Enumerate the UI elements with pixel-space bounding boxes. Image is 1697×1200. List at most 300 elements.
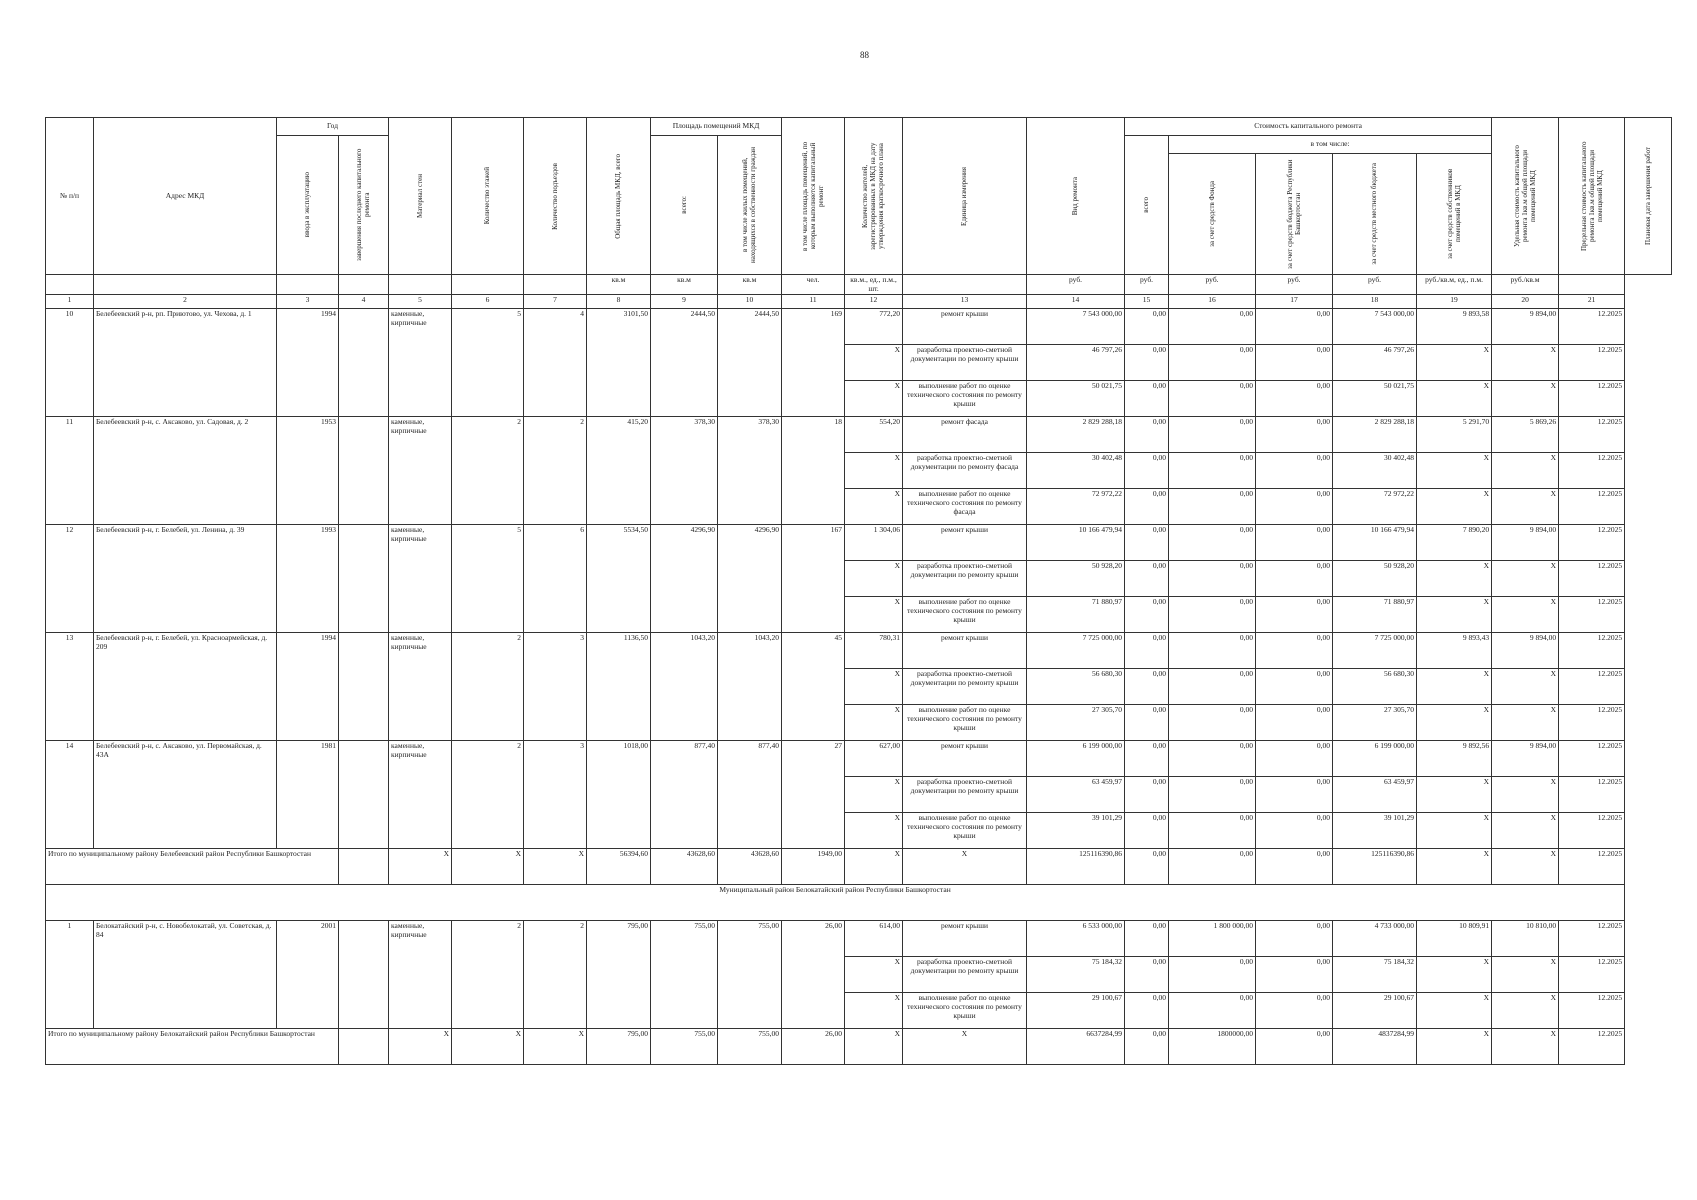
cost-republic: 0,00 (1169, 489, 1256, 525)
planned-date: 12.2025 (1559, 633, 1625, 669)
work-quantity: X (845, 813, 903, 849)
unit-cell: руб./кв.м (1492, 275, 1559, 295)
wall-material: каменные, кирпичные (389, 921, 452, 1029)
unit-cell (452, 275, 524, 295)
table-row (46, 525, 1672, 561)
year-last-repair (339, 921, 389, 1029)
cost-owners: 75 184,32 (1333, 957, 1417, 993)
cost-fund: 0,00 (1125, 705, 1169, 741)
limit-cost: X (1492, 813, 1559, 849)
total-quantity: X (845, 849, 903, 885)
floors: 2 (452, 417, 524, 525)
entrances: 2 (524, 417, 587, 525)
total-year-last (339, 849, 389, 885)
total-repair-area: 755,00 (718, 1029, 782, 1065)
entrances: 2 (524, 921, 587, 1029)
cost-republic: 0,00 (1169, 381, 1256, 417)
unit-cost: 7 890,20 (1417, 525, 1492, 561)
hdr-num: № п/п (46, 118, 94, 275)
repair-area: 755,00 (718, 921, 782, 1029)
limit-cost: X (1492, 669, 1559, 705)
unit-cell: кв.м., ед., п.м., шт. (845, 275, 903, 295)
cost-fund: 0,00 (1125, 957, 1169, 993)
cost-owners: 50 928,20 (1333, 561, 1417, 597)
column-number-cell: 16 (1169, 295, 1256, 309)
cost-owners: 30 402,48 (1333, 453, 1417, 489)
hdr-area-residential: в том числе жилых помещений, находящихся в собственности граждан (741, 147, 758, 263)
cost-republic: 0,00 (1169, 705, 1256, 741)
year-last-repair (339, 417, 389, 525)
unit-cost: X (1417, 453, 1492, 489)
total-area: 1018,00 (587, 741, 651, 849)
cost-fund: 0,00 (1125, 561, 1169, 597)
work-type: выполнение работ по оценке технического состояния по ремонту фасада (903, 489, 1027, 525)
section-row (46, 885, 1672, 921)
cost-republic: 0,00 (1169, 597, 1256, 633)
unit-cell: кв.м (587, 275, 651, 295)
cost-total: 63 459,97 (1027, 777, 1125, 813)
total-owners: 125116390,86 (1333, 849, 1417, 885)
limit-cost: 9 894,00 (1492, 309, 1559, 345)
total-label: Итого по муниципальному району Белокатайский район Республики Башкортостан (46, 1029, 339, 1065)
total-limit: X (1492, 1029, 1559, 1065)
page-number: 88 (860, 50, 869, 60)
cost-local: 0,00 (1256, 633, 1333, 669)
unit-cell (1559, 275, 1625, 295)
limit-cost: 9 894,00 (1492, 741, 1559, 777)
unit-cell (903, 275, 1027, 295)
cost-owners: 39 101,29 (1333, 813, 1417, 849)
work-type: ремонт крыши (903, 525, 1027, 561)
total-fund: 0,00 (1125, 849, 1169, 885)
total-entrances: X (524, 849, 587, 885)
cost-owners: 10 166 479,94 (1333, 525, 1417, 561)
cost-fund: 0,00 (1125, 921, 1169, 957)
cost-local: 0,00 (1256, 453, 1333, 489)
total-local: 0,00 (1256, 1029, 1333, 1065)
limit-cost: X (1492, 597, 1559, 633)
wall-material: каменные, кирпичные (389, 633, 452, 741)
unit-cost: X (1417, 381, 1492, 417)
column-number-cell: 4 (339, 295, 389, 309)
unit-cell (389, 275, 452, 295)
planned-date: 12.2025 (1559, 561, 1625, 597)
total-premises-area: 43628,60 (651, 849, 718, 885)
table-body (46, 309, 1672, 1065)
limit-cost: 10 810,00 (1492, 921, 1559, 957)
hdr-area-repair: в том числе площадь помещений, по которым выполняется капитальный ремонт (800, 141, 826, 251)
work-quantity: X (845, 453, 903, 489)
total-row (46, 849, 1672, 885)
house-address: Белебеевский р-н, с. Аксаково, ул. Первомайская, д. 43А (94, 741, 277, 849)
house-number: 10 (46, 309, 94, 417)
total-republic: 0,00 (1169, 849, 1256, 885)
unit-cost: X (1417, 489, 1492, 525)
unit-cell: руб. (1125, 275, 1169, 295)
unit-cost: X (1417, 345, 1492, 381)
floors: 2 (452, 633, 524, 741)
total-cost: 6637284,99 (1027, 1029, 1125, 1065)
total-residents: 26,00 (782, 1029, 845, 1065)
wall-material: каменные, кирпичные (389, 309, 452, 417)
total-area: 1136,50 (587, 633, 651, 741)
planned-date: 12.2025 (1559, 417, 1625, 453)
column-number-cell: 19 (1417, 295, 1492, 309)
premises-area: 755,00 (651, 921, 718, 1029)
work-quantity: X (845, 345, 903, 381)
limit-cost: X (1492, 561, 1559, 597)
hdr-cost-fund: за счет средств Фонда (1207, 181, 1216, 247)
cost-owners: 29 100,67 (1333, 993, 1417, 1029)
unit-cell: руб. (1333, 275, 1417, 295)
limit-cost: 5 869,26 (1492, 417, 1559, 453)
unit-cell: руб./кв.м, ед., п.м. (1417, 275, 1492, 295)
limit-cost: X (1492, 957, 1559, 993)
cost-owners: 2 829 288,18 (1333, 417, 1417, 453)
hdr-work-type: Вид ремонта (1071, 176, 1080, 216)
year-commission: 1953 (277, 417, 339, 525)
work-quantity: X (845, 561, 903, 597)
total-floors: X (452, 1029, 524, 1065)
cost-local: 0,00 (1256, 345, 1333, 381)
floors: 5 (452, 309, 524, 417)
cost-owners: 56 680,30 (1333, 669, 1417, 705)
premises-area: 4296,90 (651, 525, 718, 633)
total-year-last (339, 1029, 389, 1065)
cost-owners: 27 305,70 (1333, 705, 1417, 741)
planned-date: 12.2025 (1559, 777, 1625, 813)
table-row (46, 633, 1672, 669)
cost-republic: 0,00 (1169, 633, 1256, 669)
cost-local: 0,00 (1256, 813, 1333, 849)
work-quantity: 627,00 (845, 741, 903, 777)
work-quantity: X (845, 381, 903, 417)
work-quantity: 554,20 (845, 417, 903, 453)
total-area: 415,20 (587, 417, 651, 525)
work-type: выполнение работ по оценке технического состояния по ремонту крыши (903, 993, 1027, 1029)
repair-area: 1043,20 (718, 633, 782, 741)
planned-date: 12.2025 (1559, 597, 1625, 633)
residents: 26,00 (782, 921, 845, 1029)
cost-local: 0,00 (1256, 561, 1333, 597)
column-number-cell: 3 (277, 295, 339, 309)
total-date: 12.2025 (1559, 1029, 1625, 1065)
total-label: Итого по муниципальному району Белебеевский район Республики Башкортостан (46, 849, 339, 885)
year-last-repair (339, 525, 389, 633)
unit-cost: X (1417, 705, 1492, 741)
planned-date: 12.2025 (1559, 921, 1625, 957)
cost-total: 10 166 479,94 (1027, 525, 1125, 561)
table-row (46, 921, 1672, 957)
cost-fund: 0,00 (1125, 345, 1169, 381)
work-type: ремонт крыши (903, 741, 1027, 777)
wall-material: каменные, кирпичные (389, 417, 452, 525)
table-row (46, 741, 1672, 777)
cost-fund: 0,00 (1125, 813, 1169, 849)
year-commission: 1994 (277, 309, 339, 417)
unit-cell (524, 275, 587, 295)
cost-fund: 0,00 (1125, 741, 1169, 777)
cost-local: 0,00 (1256, 669, 1333, 705)
planned-date: 12.2025 (1559, 813, 1625, 849)
cost-owners: 7 543 000,00 (1333, 309, 1417, 345)
house-address: Белебеевский р-н, г. Белебей, ул. Ленина, д. 39 (94, 525, 277, 633)
cost-fund: 0,00 (1125, 525, 1169, 561)
total-area: 56394,60 (587, 849, 651, 885)
work-quantity: X (845, 705, 903, 741)
total-floors: X (452, 849, 524, 885)
total-fund: 0,00 (1125, 1029, 1169, 1065)
cost-republic: 0,00 (1169, 777, 1256, 813)
column-number-cell: 18 (1333, 295, 1417, 309)
column-number-cell: 9 (651, 295, 718, 309)
repair-area: 4296,90 (718, 525, 782, 633)
entrances: 6 (524, 525, 587, 633)
cost-republic: 0,00 (1169, 813, 1256, 849)
total-area: 795,00 (587, 1029, 651, 1065)
hdr-year-last-repair: завершения последнего капитального ремонта (355, 148, 372, 262)
column-number-cell: 5 (389, 295, 452, 309)
planned-date: 12.2025 (1559, 669, 1625, 705)
unit-cell: кв.м (651, 275, 718, 295)
column-number-cell: 10 (718, 295, 782, 309)
cost-republic: 0,00 (1169, 345, 1256, 381)
cost-total: 71 880,97 (1027, 597, 1125, 633)
planned-date: 12.2025 (1559, 957, 1625, 993)
total-local: 0,00 (1256, 849, 1333, 885)
cost-fund: 0,00 (1125, 309, 1169, 345)
year-last-repair (339, 633, 389, 741)
work-quantity: X (845, 957, 903, 993)
unit-cost: X (1417, 957, 1492, 993)
house-number: 13 (46, 633, 94, 741)
limit-cost: X (1492, 453, 1559, 489)
unit-cost: 10 809,91 (1417, 921, 1492, 957)
hdr-entrances: Количество подъездов (550, 162, 559, 230)
unit-cost: 5 291,70 (1417, 417, 1492, 453)
cost-fund: 0,00 (1125, 777, 1169, 813)
column-number-cell: 14 (1027, 295, 1125, 309)
premises-area: 1043,20 (651, 633, 718, 741)
work-type: разработка проектно-сметной документации по ремонту крыши (903, 669, 1027, 705)
house-number: 1 (46, 921, 94, 1029)
residents: 27 (782, 741, 845, 849)
work-type: выполнение работ по оценке технического состояния по ремонту крыши (903, 813, 1027, 849)
wall-material: каменные, кирпичные (389, 525, 452, 633)
total-repair-area: 43628,60 (718, 849, 782, 885)
total-owners: 4837284,99 (1333, 1029, 1417, 1065)
cost-republic: 0,00 (1169, 741, 1256, 777)
cost-fund: 0,00 (1125, 381, 1169, 417)
cost-fund: 0,00 (1125, 489, 1169, 525)
cost-total: 46 797,26 (1027, 345, 1125, 381)
column-number-cell: 17 (1256, 295, 1333, 309)
units-row (46, 275, 1672, 295)
repair-area: 877,40 (718, 741, 782, 849)
limit-cost: X (1492, 381, 1559, 417)
cost-fund: 0,00 (1125, 417, 1169, 453)
cost-total: 50 928,20 (1027, 561, 1125, 597)
work-type: ремонт крыши (903, 921, 1027, 957)
unit-cell (46, 275, 94, 295)
cost-local: 0,00 (1256, 777, 1333, 813)
limit-cost: 9 894,00 (1492, 633, 1559, 669)
hdr-area-all: всего: (679, 196, 688, 214)
hdr-unit: Единица измерения (960, 166, 969, 226)
work-quantity: X (845, 777, 903, 813)
cost-total: 27 305,70 (1027, 705, 1125, 741)
cost-local: 0,00 (1256, 705, 1333, 741)
cost-owners: 7 725 000,00 (1333, 633, 1417, 669)
cost-local: 0,00 (1256, 489, 1333, 525)
hdr-premises-area: Площадь помещений МКД (651, 118, 782, 136)
unit-cell: руб. (1169, 275, 1256, 295)
unit-cost: X (1417, 813, 1492, 849)
work-type: разработка проектно-сметной документации по ремонту крыши (903, 345, 1027, 381)
hdr-cost-owners: за счет средств собственников помещений в МКД (1446, 168, 1463, 260)
cost-total: 29 100,67 (1027, 993, 1125, 1029)
year-last-repair (339, 309, 389, 417)
cost-local: 0,00 (1256, 417, 1333, 453)
floors: 2 (452, 741, 524, 849)
cost-total: 7 543 000,00 (1027, 309, 1125, 345)
limit-cost: X (1492, 777, 1559, 813)
cost-local: 0,00 (1256, 597, 1333, 633)
total-material: X (389, 1029, 452, 1065)
total-residents: 1949,00 (782, 849, 845, 885)
cost-total: 50 021,75 (1027, 381, 1125, 417)
repair-area: 2444,50 (718, 309, 782, 417)
unit-cell: чел. (782, 275, 845, 295)
house-number: 14 (46, 741, 94, 849)
premises-area: 877,40 (651, 741, 718, 849)
hdr-total-area: Общая площадь МКД, всего (614, 153, 623, 239)
unit-cost: X (1417, 777, 1492, 813)
unit-cell (94, 275, 277, 295)
planned-date: 12.2025 (1559, 525, 1625, 561)
cost-total: 7 725 000,00 (1027, 633, 1125, 669)
limit-cost: X (1492, 489, 1559, 525)
unit-cell (277, 275, 339, 295)
column-number-cell: 7 (524, 295, 587, 309)
total-limit: X (1492, 849, 1559, 885)
column-number-cell: 1 (46, 295, 94, 309)
hdr-cost-total: всего (1142, 197, 1151, 213)
work-type: разработка проектно-сметной документации по ремонту крыши (903, 957, 1027, 993)
hdr-floors: Количество этажей (483, 167, 492, 225)
planned-date: 12.2025 (1559, 309, 1625, 345)
house-address: Белокатайский р-н, с. Новобелокатай, ул. Советская, д. 84 (94, 921, 277, 1029)
column-number-cell: 20 (1492, 295, 1559, 309)
year-commission: 2001 (277, 921, 339, 1029)
work-quantity: X (845, 489, 903, 525)
total-entrances: X (524, 1029, 587, 1065)
cost-owners: 71 880,97 (1333, 597, 1417, 633)
cost-fund: 0,00 (1125, 669, 1169, 705)
limit-cost: X (1492, 993, 1559, 1029)
column-numbers-row (46, 295, 1672, 309)
unit-cost: X (1417, 993, 1492, 1029)
year-commission: 1981 (277, 741, 339, 849)
cost-total: 75 184,32 (1027, 957, 1125, 993)
work-type: ремонт крыши (903, 633, 1027, 669)
cost-local: 0,00 (1256, 957, 1333, 993)
total-cost: 125116390,86 (1027, 849, 1125, 885)
column-number-cell: 21 (1559, 295, 1625, 309)
cost-local: 0,00 (1256, 921, 1333, 957)
cost-republic: 0,00 (1169, 561, 1256, 597)
floors: 5 (452, 525, 524, 633)
unit-cost: X (1417, 561, 1492, 597)
total-area: 5534,50 (587, 525, 651, 633)
hdr-year: Год (277, 118, 389, 136)
hdr-cost-local: за счет средств местного бюджета (1370, 163, 1379, 265)
floors: 2 (452, 921, 524, 1029)
hdr-year-commission: ввода в эксплуатацию (303, 172, 312, 238)
work-quantity: X (845, 669, 903, 705)
cost-owners: 63 459,97 (1333, 777, 1417, 813)
limit-cost: X (1492, 705, 1559, 741)
wall-material: каменные, кирпичные (389, 741, 452, 849)
year-commission: 1994 (277, 633, 339, 741)
unit-cell: руб. (1027, 275, 1125, 295)
capital-repair-table (45, 117, 1672, 1065)
work-type: выполнение работ по оценке технического состояния по ремонту крыши (903, 705, 1027, 741)
unit-cell: руб. (1256, 275, 1333, 295)
column-number-cell: 2 (94, 295, 277, 309)
unit-cell (339, 275, 389, 295)
section-title: Муниципальный район Белокатайский район Республики Башкортостан (46, 885, 1625, 921)
hdr-address: Адрес МКД (94, 118, 277, 275)
total-area: 795,00 (587, 921, 651, 1029)
cost-total: 6 199 000,00 (1027, 741, 1125, 777)
work-quantity: 780,31 (845, 633, 903, 669)
hdr-planned-date: Плановая дата завершения работ (1644, 146, 1653, 246)
planned-date: 12.2025 (1559, 345, 1625, 381)
year-commission: 1993 (277, 525, 339, 633)
year-last-repair (339, 741, 389, 849)
residents: 18 (782, 417, 845, 525)
cost-fund: 0,00 (1125, 597, 1169, 633)
hdr-cost: Стоимость капитального ремонта (1125, 118, 1492, 136)
work-type: выполнение работ по оценке технического состояния по ремонту крыши (903, 381, 1027, 417)
cost-owners: 46 797,26 (1333, 345, 1417, 381)
total-work-type: X (903, 1029, 1027, 1065)
planned-date: 12.2025 (1559, 993, 1625, 1029)
cost-fund: 0,00 (1125, 633, 1169, 669)
total-premises-area: 755,00 (651, 1029, 718, 1065)
cost-total: 56 680,30 (1027, 669, 1125, 705)
house-number: 12 (46, 525, 94, 633)
house-number: 11 (46, 417, 94, 525)
residents: 169 (782, 309, 845, 417)
cost-local: 0,00 (1256, 525, 1333, 561)
residents: 45 (782, 633, 845, 741)
cost-owners: 4 733 000,00 (1333, 921, 1417, 957)
unit-cost: 9 893,43 (1417, 633, 1492, 669)
work-type: разработка проектно-сметной документации по ремонту крыши (903, 561, 1027, 597)
cost-owners: 72 972,22 (1333, 489, 1417, 525)
unit-cost: 9 893,58 (1417, 309, 1492, 345)
premises-area: 378,30 (651, 417, 718, 525)
cost-total: 39 101,29 (1027, 813, 1125, 849)
cost-republic: 0,00 (1169, 669, 1256, 705)
hdr-wall-material: Материал стен (415, 174, 424, 218)
work-quantity: 1 304,06 (845, 525, 903, 561)
cost-republic: 0,00 (1169, 309, 1256, 345)
cost-total: 30 402,48 (1027, 453, 1125, 489)
work-quantity: X (845, 597, 903, 633)
